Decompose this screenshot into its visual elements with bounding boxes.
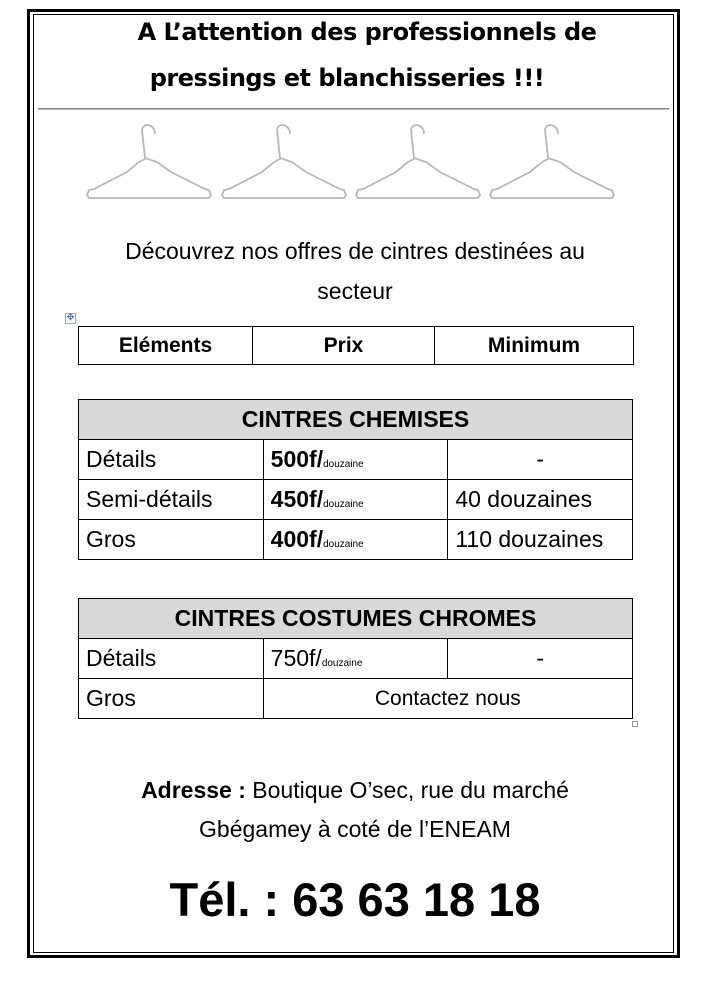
- element-cell: Semi-détails: [79, 480, 264, 520]
- section-title: CINTRES COSTUMES CHROMES: [79, 599, 633, 639]
- price-unit: douzaine: [323, 539, 364, 550]
- price-cell: [263, 639, 448, 679]
- element-cell: Détails: [79, 639, 264, 679]
- suit-hangers-table: [78, 598, 633, 719]
- headline-line-1: A L’attention des professionnels de: [137, 18, 597, 46]
- table-resize-handle[interactable]: [632, 721, 638, 727]
- element-cell: Détails: [79, 440, 264, 480]
- price-cell: [263, 520, 448, 560]
- minimum-cell: -: [448, 440, 633, 480]
- column-header-elements: Eléments: [79, 327, 253, 365]
- column-header-row: [79, 327, 634, 365]
- phone-number: Tél. : 63 63 18 18: [169, 873, 541, 926]
- element-cell: Gros: [79, 679, 264, 719]
- table-row: [79, 639, 633, 679]
- address-text-1: Boutique O’sec, rue du marché: [252, 777, 569, 803]
- table-row: [79, 480, 633, 520]
- price-unit: douzaine: [323, 499, 364, 510]
- intro-text-line-1: Découvrez nos offres de cintres destinées au: [125, 238, 585, 264]
- price-unit: douzaine: [321, 658, 363, 669]
- hanger-icon: [220, 122, 348, 200]
- section-header-row: [79, 400, 633, 440]
- column-header-table: [78, 326, 634, 365]
- minimum-cell: 110 douzaines: [448, 520, 633, 560]
- hanger-icon: [85, 122, 213, 200]
- hanger-icon: [354, 122, 482, 200]
- address-line-1: [60, 777, 650, 804]
- shirt-hangers-table: [78, 399, 633, 560]
- element-cell: Gros: [79, 520, 264, 560]
- table-row: [79, 440, 633, 480]
- price-value: 750f/: [270, 645, 322, 671]
- hanger-images: [85, 122, 635, 202]
- table-move-handle-icon[interactable]: ✥: [66, 313, 75, 323]
- contact-cell: Contactez nous: [263, 679, 632, 719]
- price-value: 500f/: [270, 446, 324, 472]
- headline-divider: [38, 108, 669, 109]
- section-title: CINTRES CHEMISES: [79, 400, 633, 440]
- price-value: 450f/: [270, 486, 324, 512]
- table-row: [79, 679, 633, 719]
- address-label: Adresse :: [141, 777, 246, 803]
- minimum-cell: -: [448, 639, 633, 679]
- headline-line-2: pressings et blanchisseries !!!: [149, 64, 545, 92]
- price-unit: douzaine: [323, 459, 364, 470]
- price-cell: [263, 480, 448, 520]
- price-cell: [263, 440, 448, 480]
- intro-text-line-2: secteur: [317, 278, 393, 304]
- section-header-row: [79, 599, 633, 639]
- column-header-minimum: Minimum: [435, 327, 634, 365]
- minimum-cell: 40 douzaines: [448, 480, 633, 520]
- address-line-2: Gbégamey à coté de l’ENEAM: [199, 816, 511, 842]
- table-row: [79, 520, 633, 560]
- price-value: 400f/: [270, 526, 324, 552]
- column-header-price: Prix: [253, 327, 435, 365]
- hanger-icon: [488, 122, 616, 200]
